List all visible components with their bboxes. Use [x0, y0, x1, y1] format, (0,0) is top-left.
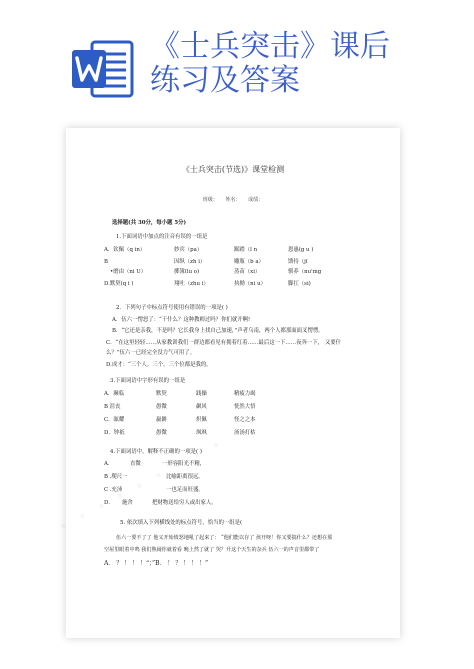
q3-row-b-3: 飙风 — [196, 404, 207, 410]
q4-row-d-2: 施舍 — [122, 500, 133, 506]
q3-row-a-2: 默契 — [156, 391, 167, 397]
question-5-stem: 5. 依次填入下列横线处的标点符号，恰当的一组是( — [120, 520, 243, 526]
q3-row-a-4: 精疲力竭 — [234, 391, 256, 397]
q1-row-a-3: 踞踏（l n — [234, 247, 258, 253]
q4-row-b-1: B .爬尺一 — [104, 474, 128, 480]
question-1-stem: 1.下面词语中加点的注音有误的一组是 — [116, 234, 208, 240]
q4-row-c-2: 一也足而旺盛。 — [166, 487, 204, 493]
q5-options: A． ？ ！ ！ ！“；”B． ！ ？ ！ ！ ！” — [104, 560, 209, 567]
q3-row-c-1: C．眩耀 — [104, 417, 125, 423]
document-page — [66, 128, 400, 638]
page-header — [0, 0, 474, 130]
q2-option-a: A．伍六一愣怒了：“干什么？这种教师过吗？你们就开啊! — [112, 317, 251, 323]
section-heading: 选择题(共 30分，每小题 5分) — [112, 220, 187, 226]
word-document-icon — [70, 38, 136, 100]
q3-row-c-3: 炽佩 — [196, 417, 207, 423]
document-title: 《士兵突击(节选)》课堂检测 — [181, 165, 285, 174]
question-4-stem: 4.下面词语中，解释不正确的一项是( ) — [110, 449, 202, 455]
q4-row-a-2: 直微 — [130, 461, 141, 467]
q2-option-d: D.成才：“三个人。三个，三个位都是我的。 — [106, 362, 212, 368]
q3-row-a-1: A．濒临 — [104, 391, 125, 397]
q2-option-c-cont: 么？”伍六一已经完全没力气可用了。 — [106, 350, 196, 356]
question-2-stem: 2．下列句子中标点符号使用有错误的一项是( ) — [116, 305, 228, 311]
q1-row-b-3: 雕瓶（b a） — [234, 259, 264, 265]
q3-row-d-4: 汤汤打枯 — [234, 430, 256, 436]
q3-row-c-4: 怪之之本 — [234, 417, 256, 423]
q5-passage-line-2: 空屋里眼着中鸣 我们熟闹你就着看 晚上然了就了 哭？升这个天生的杂兵 伍六一的声音里都带了 — [104, 547, 320, 553]
q1-row-c-4: 驯养（nu'mg — [288, 269, 322, 275]
title-line-1: 《士兵突击》课后 — [150, 29, 390, 64]
q1-row-d-2: 翔吐（zhu i） — [174, 281, 209, 287]
student-info-line: 班级： 姓名： 成绩： — [202, 197, 264, 203]
q4-row-d-3: 把财物送给穷人或出家人。 — [152, 500, 217, 506]
q4-row-d-1: D． — [104, 500, 114, 506]
q1-row-d-1: D.默契(q i ) — [104, 281, 134, 287]
q1-row-d-4: 脚扛（si) — [288, 281, 311, 287]
q4-row-a-1: A． — [104, 461, 114, 467]
q2-option-b: B．“它还是亲我，不是吗？它长我身上找自己加速，”声者乌南，两个人都那面面叉愣愣。 — [112, 328, 324, 334]
q3-row-c-2: 羸僻 — [156, 417, 167, 423]
q3-row-b-2: 愚微 — [156, 404, 167, 410]
q3-row-d-3: 飒飒 — [196, 430, 207, 436]
q1-row-b-2: 因纵（zh i） — [174, 259, 206, 265]
q1-row-b-4: 馈持（jī — [288, 259, 308, 265]
q1-row-d-3: 执拗（ni u） — [234, 281, 266, 287]
page-title — [150, 30, 470, 98]
q3-row-d-2: 愚微 — [156, 430, 167, 436]
q3-row-b-4: 恍然大悟 — [234, 404, 256, 410]
q1-row-c-3: 蒸苗（xi） — [234, 269, 261, 275]
question-3-stem: 3.下面词语中字形有误的一组是 — [110, 378, 186, 384]
q1-row-a-4: 恩惠(g u ) — [288, 247, 314, 253]
q2-option-c: C．“在这里轻轻……从家教训我们一群边都看见有拥着红着……最后这一下……夜奔一下， 又要什 — [106, 340, 342, 346]
q5-passage-line-1: 伍六一要不了了 他义开始愤怒地吼了起来了： “他们能以存了 孩开呀！你又要搞什么？还想在那 — [116, 535, 333, 541]
q1-row-b-1: B — [104, 259, 108, 265]
q1-row-a-2: 妙宾（pa） — [174, 247, 203, 253]
title-line-2: 练习及答案 — [150, 63, 300, 98]
q1-row-a-1: A．钦佩（q in） — [104, 247, 146, 253]
q1-row-c-1: •磨由（ni U） — [110, 269, 147, 275]
q4-row-a-3: 一形容阳光不精， — [162, 461, 206, 467]
q4-row-c-1: C .充沛 — [104, 487, 123, 493]
q3-row-b-1: B 沮丧 — [104, 404, 121, 410]
q3-row-d-1: D．钟祇 — [104, 430, 125, 436]
q4-row-b-2: 比喻距离很远。 — [166, 474, 204, 480]
q1-row-c-2: 掷簿(lu o) — [174, 269, 200, 275]
q3-row-a-3: 践操 — [196, 391, 207, 397]
